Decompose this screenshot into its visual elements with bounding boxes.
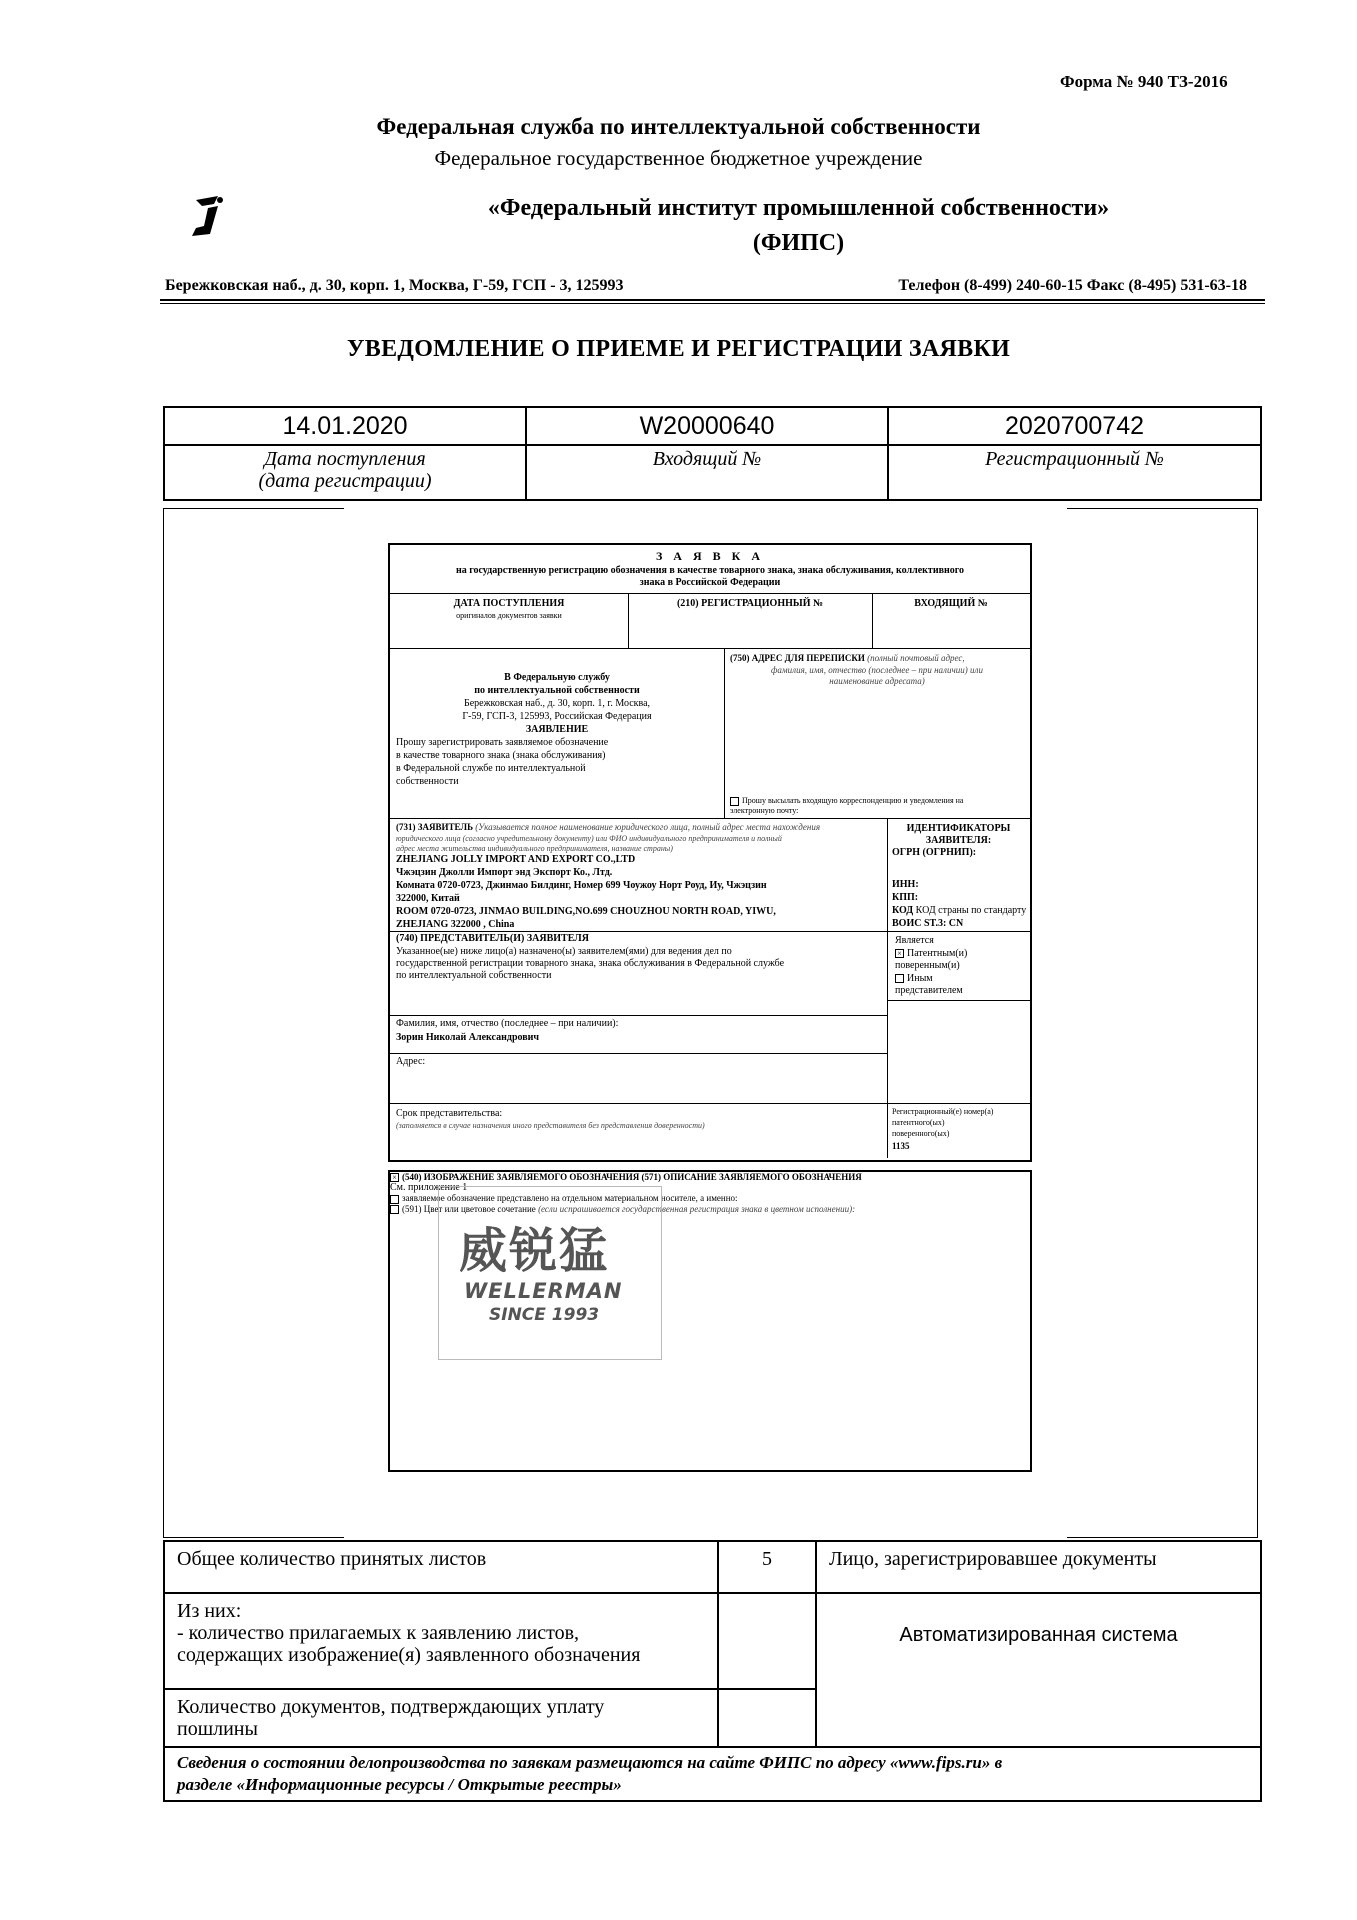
trademark-since: SINCE 1993 [489, 1305, 600, 1325]
corr-address-label [730, 652, 965, 664]
rep-option-other-text: Иным [907, 973, 933, 984]
mark-desc-label: (571) ОПИСАНИЕ ЗАЯВЛЯЕМОГО ОБОЗНАЧЕНИЯ [641, 1172, 862, 1182]
corr-address-note1: (полный почтовый адрес, [867, 653, 965, 663]
mark-image-label [390, 1172, 1030, 1182]
checkbox-icon [895, 974, 904, 983]
receipt-date-label [164, 445, 526, 500]
registration-number-value: 2020700742 [888, 407, 1261, 445]
header-rule [160, 299, 1265, 301]
trademark-image [438, 1186, 662, 1360]
summary-table [163, 1540, 1262, 1802]
applicant-line: ZHEJIANG JOLLY IMPORT AND EXPORT CO.,LTD [396, 854, 636, 865]
incoming-header: ВХОДЯЩИЙ № [914, 598, 988, 609]
patent-no-label2: патентного(ых) [892, 1118, 945, 1127]
applicant-header [396, 821, 884, 833]
receipt-date-label-line1: Дата поступления [264, 448, 426, 470]
receipt-date-value: 14.01.2020 [164, 407, 526, 445]
ids-title2: ЗАЯВИТЕЛЯ: [925, 835, 992, 846]
applicant-line: 322000, Китай [396, 893, 460, 904]
applicant-label: (731) ЗАЯВИТЕЛЬ [396, 822, 474, 832]
org-type: Федеральное государственное бюджетное учреждение [434, 146, 923, 170]
request-line3: в Федеральной службе по интеллектуальной [396, 763, 586, 774]
ids-title1: ИДЕНТИФИКАТОРЫ [906, 823, 1011, 834]
ids-ogrn: ОГРН (ОГРНИП): [892, 847, 977, 858]
mark-section [388, 1170, 1032, 1472]
rep-is: Является [895, 935, 934, 946]
to-line1: В Федеральную службу [504, 672, 610, 683]
separate-carrier-text: заявляемое обозначение представлено на отдельном материальном носителе, а именно: [402, 1193, 738, 1204]
rep-option-patent [895, 948, 967, 960]
rep-text2: государственной регистрации товарного знака, знака обслуживания в Федеральной службе [396, 958, 785, 969]
rep-label: (740) ПРЕДСТАВИТЕЛЬ(И) ЗАЯВИТЕЛЯ [396, 933, 589, 944]
corr-address-title: (750) АДРЕС ДЛЯ ПЕРЕПИСКИ [730, 653, 865, 663]
institute-abbr: (ФИПС) [752, 230, 845, 256]
total-sheets-label: Общее количество принятых листов [164, 1541, 718, 1593]
fee-docs-cell [164, 1689, 718, 1747]
header-rule-thin [160, 303, 1265, 304]
fee-docs-line2: пошлины [177, 1718, 258, 1740]
to-addr2: Г-59, ГСП-3, 125993, Российская Федерация [462, 711, 652, 722]
applicant-line: ROOM 0720-0723, JINMAO BUILDING,NO.699 CHOUZHOU NORTH ROAD, YIWU, [396, 906, 776, 917]
trademark-latin: WELLERMAN [464, 1279, 623, 1303]
org-name: Федеральная служба по интеллектуальной собственности [376, 114, 981, 139]
see-appendix: См. приложение 1 [390, 1182, 468, 1194]
ids-code2: ВОИС ST.3: CN [892, 918, 964, 929]
receipt-date-header: ДАТА ПОСТУПЛЕНИЯ [453, 598, 565, 609]
application-title: З А Я В К А [655, 549, 765, 563]
applicant-line: Комната 0720-0723, Джинмао Билдинг, Номер 699 Чоужоу Норт Роуд, Иу, Чжэцзин [396, 880, 767, 891]
institute-phone: Телефон (8-499) 240-60-15 Факс (8-495) 531-63-18 [898, 277, 1247, 294]
incoming-number-label: Входящий № [526, 445, 888, 500]
rep-address-label: Адрес: [396, 1056, 426, 1067]
ids-inn: ИНН: [892, 879, 919, 890]
trademark-cjk: 威锐猛 [459, 1223, 610, 1279]
request-line2: в качестве товарного знака (знака обслуживания) [396, 750, 606, 761]
applicant-note3: адрес места жительства индивидуального предпринимателя, название страны) [396, 844, 673, 853]
rep-option-patent-text: Патентным(и) [907, 948, 968, 959]
checkbox-icon [390, 1205, 399, 1214]
application-subtitle-line1: на государственную регистрацию обозначения в качестве товарного знака, знака обслуживания, коллективного [455, 565, 965, 576]
of-them-line3: содержащих изображение(я) заявленного обозначения [177, 1644, 641, 1666]
footnote [164, 1747, 1261, 1801]
rep-option-other2: представителем [895, 985, 963, 996]
reg-no-header: (210) РЕГИСТРАЦИОННЫЙ № [676, 598, 824, 609]
fee-docs-value [718, 1689, 816, 1747]
rep-option-patent2: поверенным(и) [895, 960, 960, 971]
application-subtitle [390, 565, 1030, 589]
color-note: (если испрашивается государственная регистрация знака в цветном исполнении): [538, 1203, 856, 1214]
fio-value: Зорин Николай Александрович [396, 1032, 540, 1043]
patent-no-value: 1135 [892, 1141, 910, 1151]
mark-image-label-text: (540) ИЗОБРАЖЕНИЕ ЗАЯВЛЯЕМОГО ОБОЗНАЧЕНИЯ [402, 1172, 640, 1182]
application-form [388, 543, 1032, 1162]
incoming-number-value: W20000640 [526, 407, 888, 445]
to-line2: по интеллектуальной собственности [474, 685, 640, 696]
rep-text3: по интеллектуальной собственности [396, 970, 552, 981]
to-addr1: Бережковская наб., д. 30, корп. 1, г. Москва, [463, 698, 651, 709]
fio-label: Фамилия, имя, отчество (последнее – при наличии): [396, 1018, 619, 1029]
applicant-note2: юридического лица (согласно учредительному документу) или ФИО индивидуального предпринимателя и полный [396, 834, 782, 843]
registration-table [163, 406, 1262, 501]
email-option-line2: электронную почту: [730, 806, 799, 815]
registration-number-label: Регистрационный № [888, 445, 1261, 500]
corr-address-note2: фамилия, имя, отчество (последнее – при наличии) или [771, 665, 983, 675]
of-them-cell [164, 1593, 718, 1689]
application-subtitle-line2: знака в Российской Федерации [639, 577, 781, 588]
registered-by-label: Лицо, зарегистрировавшее документы [816, 1541, 1261, 1593]
corr-address-note3: наименование адресата) [829, 676, 925, 686]
term-note: (заполняется в случае назначения иного представителя без представления доверенности) [396, 1121, 705, 1130]
of-them-line2: - количество прилагаемых к заявлению листов, [177, 1622, 580, 1644]
patent-no-label1: Регистрационный(е) номер(а) [892, 1107, 994, 1116]
checkbox-icon [390, 1195, 399, 1204]
email-option-line1: Прошу высылать входящую корреспонденцию и уведомления на [742, 796, 964, 805]
rep-text1: Указанное(ые) ниже лицо(а) назначено(ы) заявителем(ями) для ведения дел по [396, 946, 732, 957]
receipt-date-sub: оригиналов документов заявки [456, 611, 562, 620]
institute-address: Бережковская наб., д. 30, корп. 1, Москва, Г-59, ГСП - 3, 125993 [165, 277, 624, 294]
ids-code-text: КОД страны по стандарту [915, 905, 1027, 916]
term-label: Срок представительства: [396, 1108, 503, 1119]
of-them-line1: Из них: [177, 1600, 242, 1622]
patent-no-label3: поверенного(ых) [892, 1129, 950, 1138]
checked-box-icon: × [390, 1173, 399, 1182]
footnote-line2: разделе «Информационные ресурсы / Открытые реестры» [177, 1775, 622, 1794]
ids-kpp: КПП: [892, 892, 919, 903]
checked-box-icon: × [895, 949, 904, 958]
color-label: (591) Цвет или цветовое сочетание [402, 1203, 536, 1214]
rep-option-other [895, 973, 933, 985]
footnote-line1: Сведения о состоянии делопроизводства по заявкам размещаются на сайте ФИПС по адресу «www.fips.ru» в [177, 1753, 1003, 1772]
applicant-note1: (Указывается полное наименование юридического лица, полный адрес места нахождения [475, 822, 821, 832]
page-title: УВЕДОМЛЕНИЕ О ПРИЕМЕ И РЕГИСТРАЦИИ ЗАЯВКИ [346, 336, 1011, 362]
fee-docs-line1: Количество документов, подтверждающих уплату [177, 1696, 605, 1718]
of-them-value [718, 1593, 816, 1689]
institute-name: «Федеральный институт промышленной собственности» [487, 195, 1110, 221]
registered-by-value: Автоматизированная система [816, 1593, 1261, 1747]
request-line4: собственности [396, 776, 459, 787]
statement-label: ЗАЯВЛЕНИЕ [525, 724, 589, 735]
request-line1: Прошу зарегистрировать заявляемое обозначение [396, 737, 609, 748]
ids-code: КОД КОД страны по стандарту [892, 905, 1027, 916]
total-sheets-value: 5 [718, 1541, 816, 1593]
receipt-date-label-line2: (дата регистрации) [258, 470, 432, 492]
applicant-line: Чжэцзин Джолли Импорт энд Экспорт Ко., Лтд. [396, 867, 613, 878]
form-number: Форма № 940 ТЗ-2016 [1060, 72, 1228, 91]
applicant-line: ZHEJIANG 322000 , China [396, 919, 515, 930]
